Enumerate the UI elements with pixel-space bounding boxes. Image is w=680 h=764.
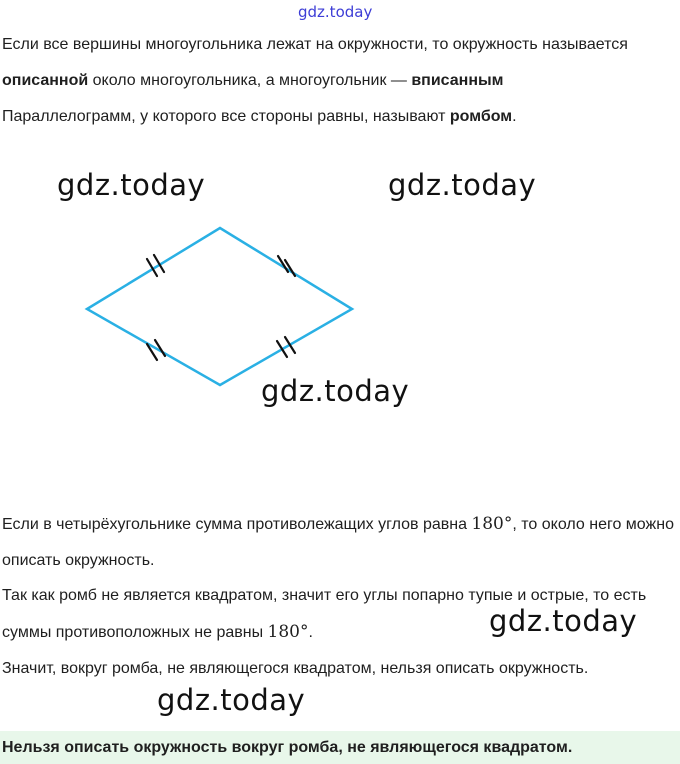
header-watermark: gdz.today	[298, 3, 373, 21]
watermark: gdz.today	[388, 168, 537, 202]
rhombus	[87, 228, 352, 385]
angle-sum-value: 180°	[471, 514, 513, 534]
tick-mark	[285, 337, 295, 353]
watermark: gdz.today	[489, 604, 638, 638]
watermark: gdz.today	[57, 168, 206, 202]
conclusion-paragraph	[2, 651, 678, 687]
definition-term-circumscribed: описанной	[2, 72, 89, 89]
definition-term-inscribed: вписанным	[411, 72, 504, 89]
definition-text-2: около многоугольника, а многоугольник —	[88, 72, 412, 89]
definition-text-1: Если все вершины многоугольника лежат на окружности, то окружность называется	[2, 36, 628, 53]
definition-term-rhombus: ромбом	[449, 108, 513, 125]
rhombus-angles-text: Так как ромб не является квадратом, значит его углы попарно тупые и острые, то есть суммы противоположных не равны	[2, 587, 647, 641]
tick-mark	[277, 341, 287, 357]
angle-sum-value: 180°	[267, 622, 309, 642]
watermark: gdz.today	[261, 374, 410, 408]
cyclic-condition-paragraph	[2, 506, 678, 579]
cyclic-condition-end: , то около него можно описать окружность.	[2, 516, 674, 569]
tick-marks	[147, 255, 295, 360]
definition-end: .	[512, 108, 517, 125]
rhombus-angles-end: .	[308, 624, 313, 641]
rhombus-definition-text: Параллелограмм, у которого все стороны равны, называют	[2, 108, 450, 125]
watermark: gdz.today	[157, 683, 306, 717]
cyclic-condition-text: Если в четырёхугольнике сумма противолежащих углов равна	[2, 516, 472, 533]
answer-box: Нельзя описать окружность вокруг ромба, не являющегося квадратом.	[0, 731, 680, 764]
conclusion-text: Значит, вокруг ромба, не являющегося квадратом, нельзя описать окружность.	[2, 660, 589, 677]
